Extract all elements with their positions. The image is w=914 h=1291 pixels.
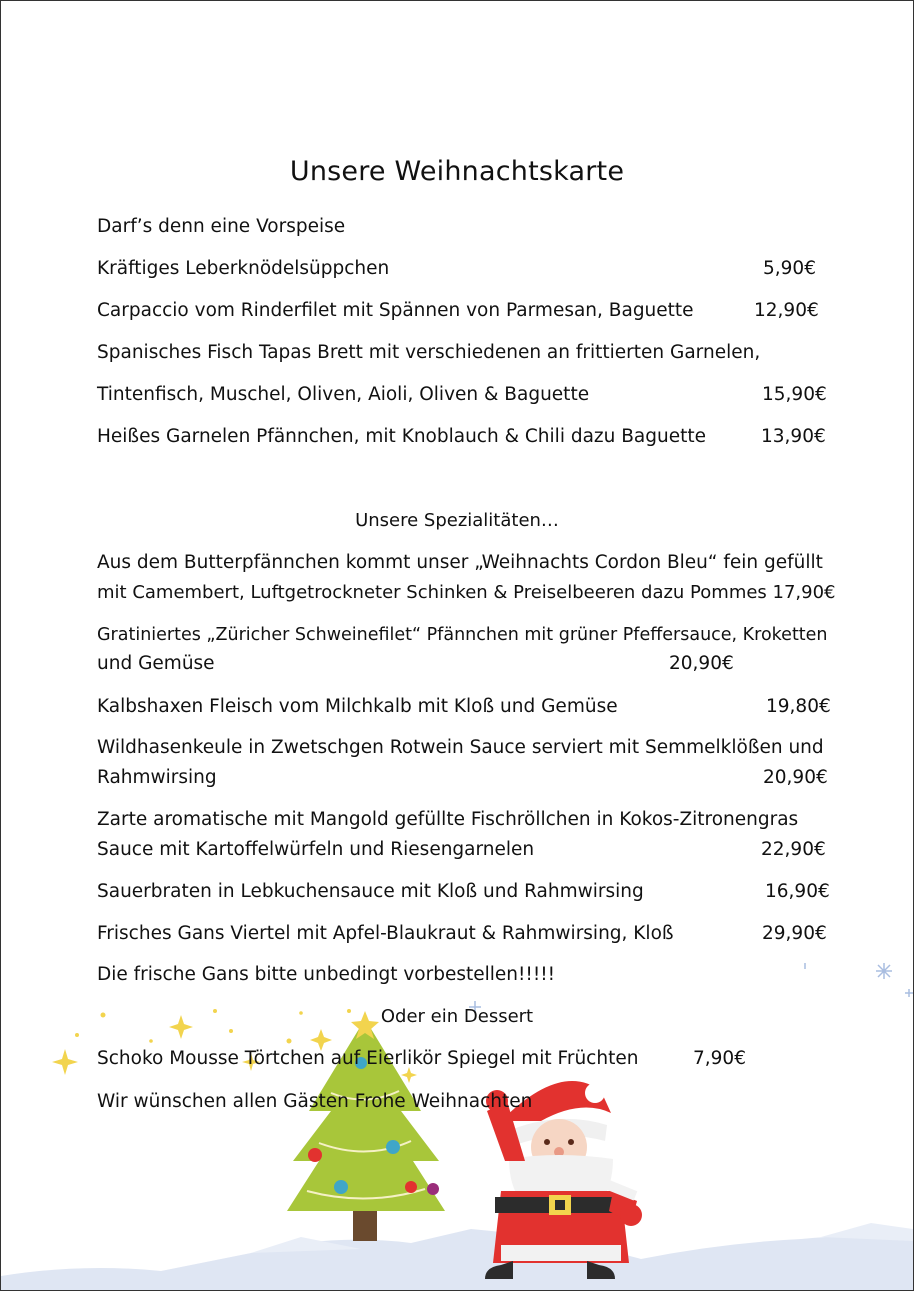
menu-item-name: Schoko Mousse Törtchen auf Eierlikör Spiegel mit Früchten <box>97 1048 639 1069</box>
menu-item-name-continued: Rahmwirsing <box>97 767 217 788</box>
menu-item-price: 19,80€ <box>766 696 831 717</box>
snow-ground <box>1 1229 913 1290</box>
menu-item-price: 16,90€ <box>765 881 830 902</box>
closing-greeting: Wir wünschen allen Gästen Frohe Weihnachten <box>97 1091 533 1112</box>
menu-item-name: Wildhasenkeule in Zwetschgen Rotwein Sauce serviert mit Semmelklößen und <box>97 737 824 758</box>
menu-item-name-continued: mit Camembert, Luftgetrockneter Schinken & Preiselbeeren dazu Pommes 17,90€ <box>97 582 836 603</box>
specials-heading: Unsere Spezialitäten… <box>355 510 559 531</box>
page-title: Unsere Weihnachtskarte <box>289 156 625 187</box>
menu-item-name-continued: und Gemüse <box>97 653 215 674</box>
menu-item-name: Sauerbraten in Lebkuchensauce mit Kloß und Rahmwirsing <box>97 881 644 902</box>
menu-item-price: 20,90€ <box>763 767 828 788</box>
menu-item-name: Heißes Garnelen Pfännchen, mit Knoblauch & Chili dazu Baguette <box>97 426 707 447</box>
order-note: Die frische Gans bitte unbedingt vorbestellen!!!!! <box>97 964 556 985</box>
starters-heading: Darf’s denn eine Vorspeise <box>97 216 346 237</box>
menu-item-name: Frisches Gans Viertel mit Apfel-Blaukraut & Rahmwirsing, Kloß <box>97 923 674 944</box>
menu-item-price: 13,90€ <box>761 426 826 447</box>
menu-item-name: Aus dem Butterpfännchen kommt unser „Weihnachts Cordon Bleu“ fein gefüllt <box>97 552 823 573</box>
menu-item-name: Gratiniertes „Züricher Schweinefilet“ Pfännchen mit grüner Pfeffersauce, Kroketten <box>97 625 828 645</box>
menu-item-price: 29,90€ <box>762 923 827 944</box>
menu-item-name: Zarte aromatische mit Mangold gefüllte Fischröllchen in Kokos-Zitronengras <box>97 809 799 830</box>
menu-item-price: 12,90€ <box>754 300 819 321</box>
christmas-tree-icon <box>287 1011 445 1241</box>
menu-item-name: Carpaccio vom Rinderfilet mit Spännen von Parmesan, Baguette <box>97 300 694 321</box>
menu-item-name: Spanisches Fisch Tapas Brett mit verschiedenen an frittierten Garnelen, <box>97 342 761 363</box>
menu-item-price: 22,90€ <box>761 839 826 860</box>
menu-item-price: 15,90€ <box>762 384 827 405</box>
menu-item-name: Kalbshaxen Fleisch vom Milchkalb mit Kloß und Gemüse <box>97 696 618 717</box>
menu-item-price: 7,90€ <box>693 1048 746 1069</box>
menu-item-price: 20,90€ <box>669 653 734 674</box>
menu-item-name: Kräftiges Leberknödelsüppchen <box>97 258 390 279</box>
menu-item-price: 5,90€ <box>763 258 816 279</box>
menu-item-name-continued: Sauce mit Kartoffelwürfeln und Riesengarnelen <box>97 839 535 860</box>
menu-item-name-continued: Tintenfisch, Muschel, Oliven, Aioli, Oliven & Baguette <box>97 384 590 405</box>
dessert-heading: Oder ein Dessert <box>380 1006 534 1027</box>
